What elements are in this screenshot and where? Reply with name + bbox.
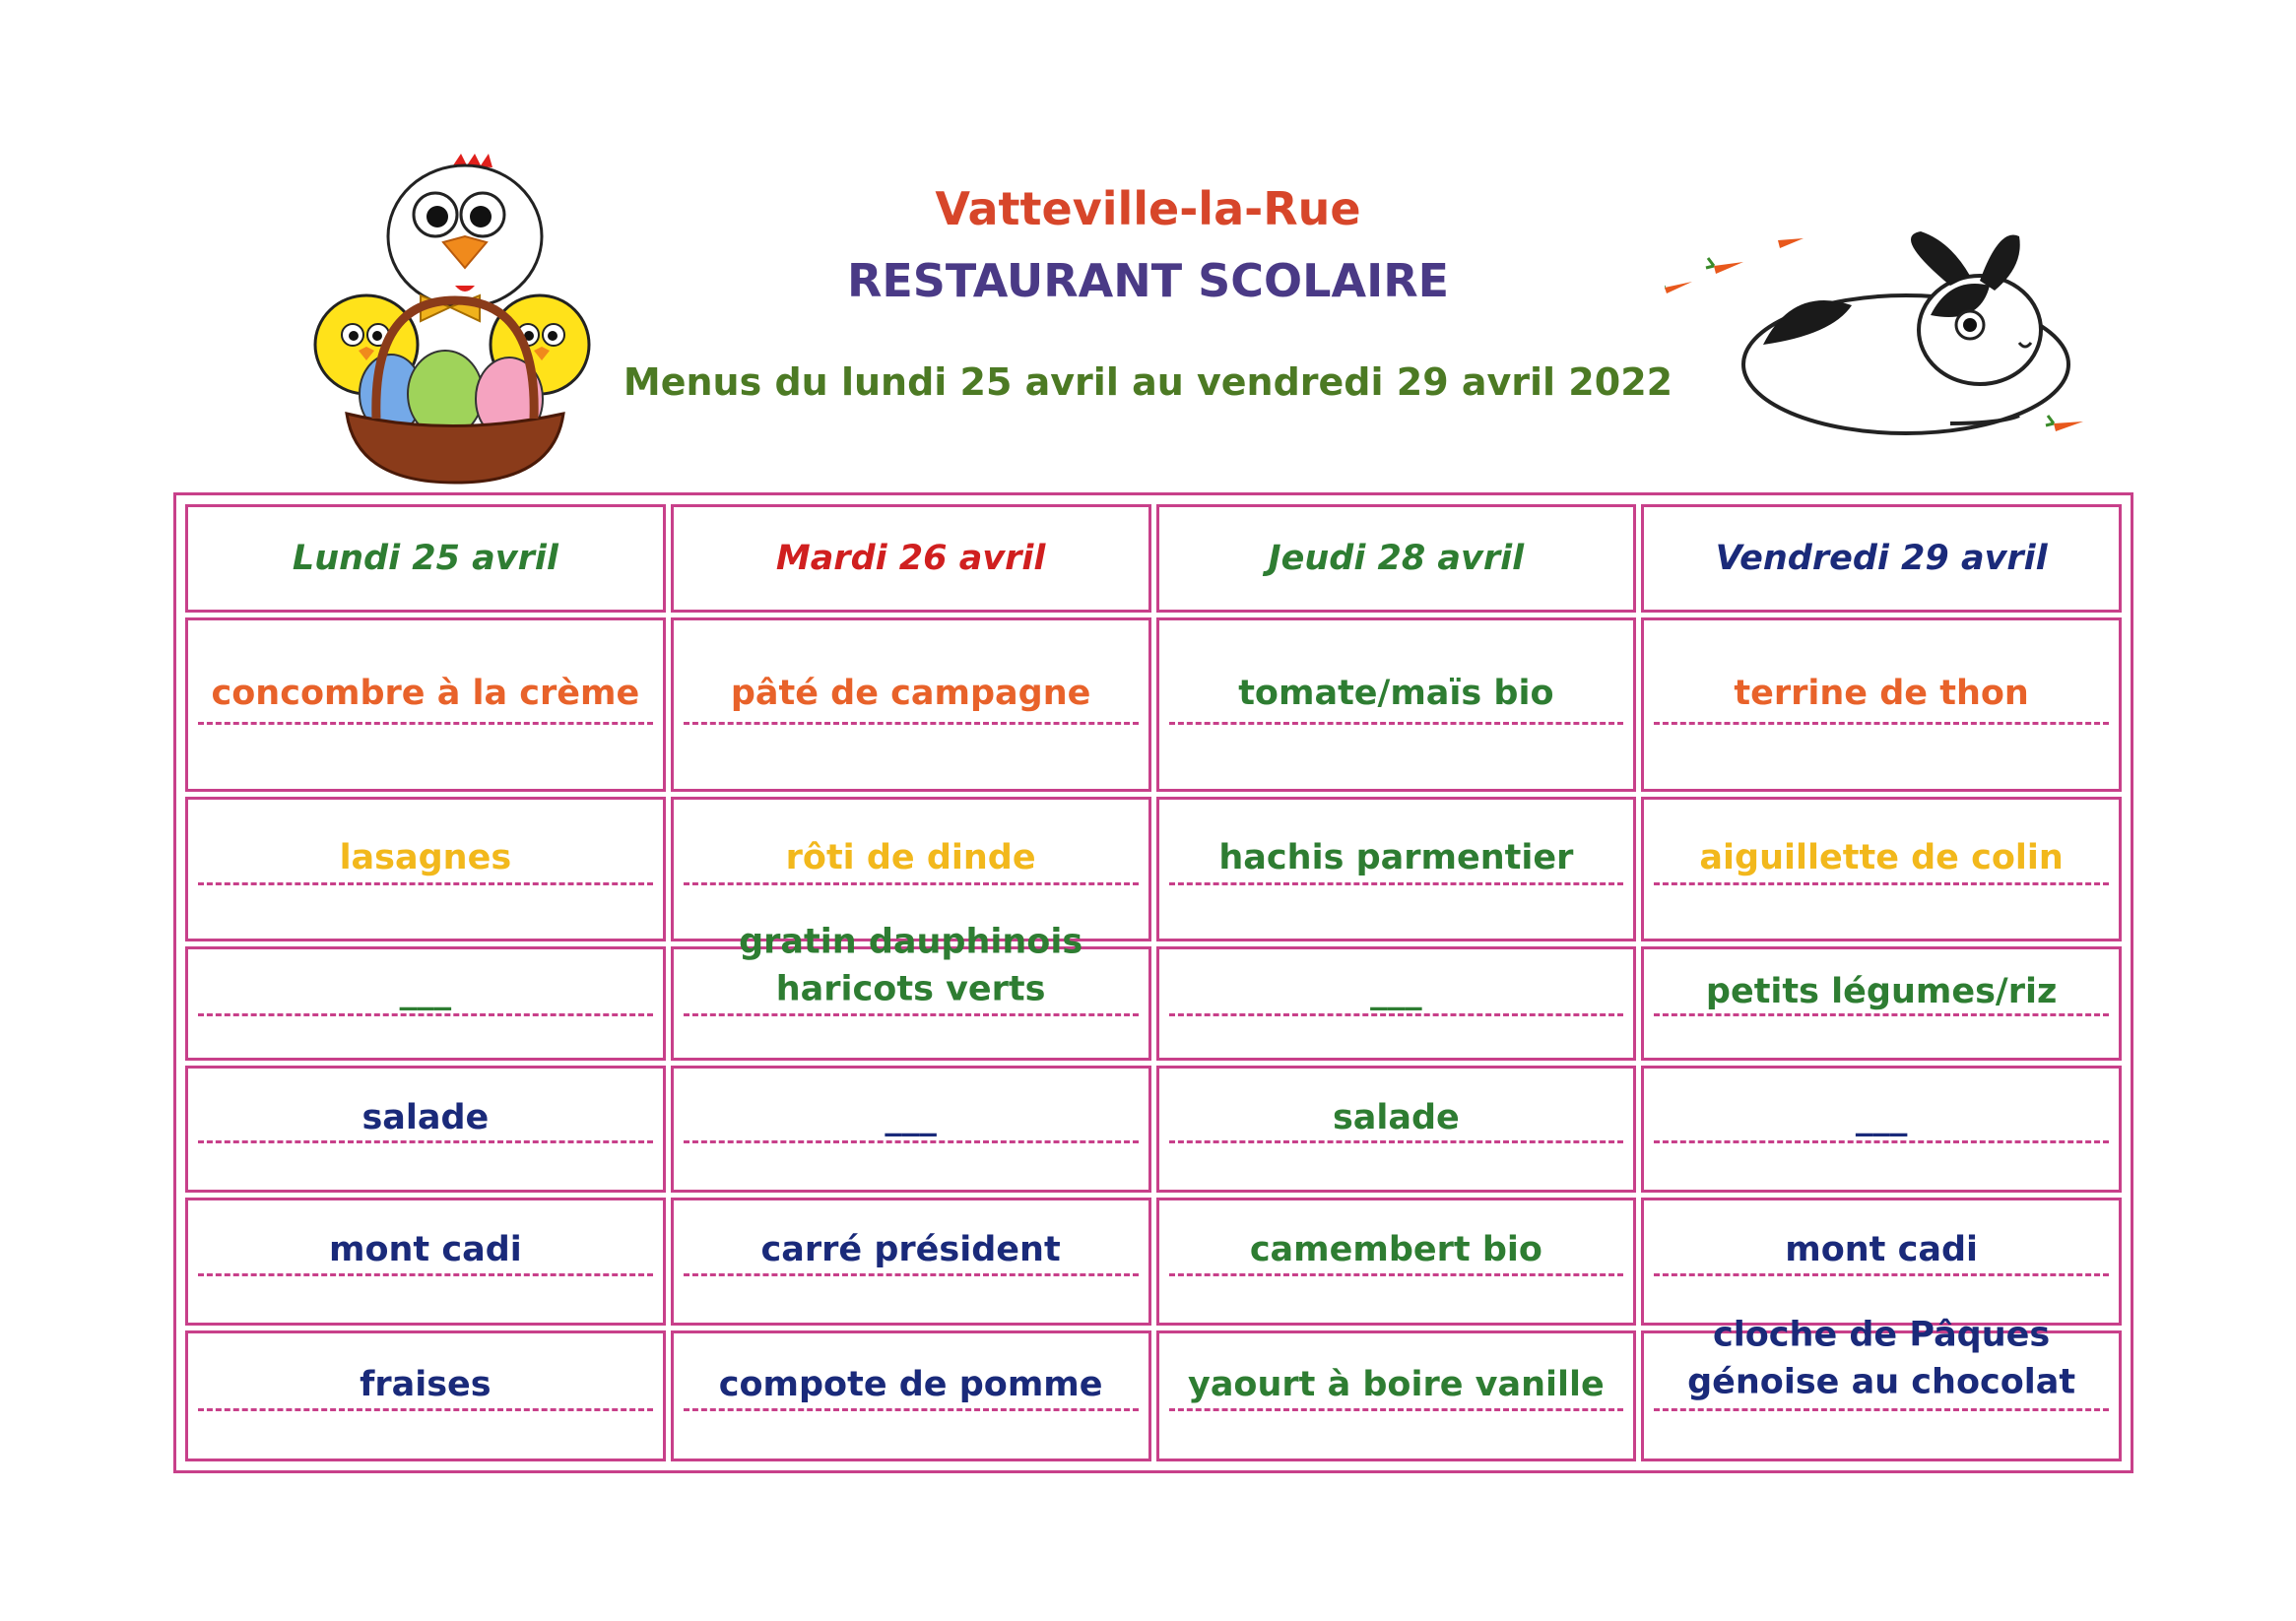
page-title: RESTAURANT SCOLAIRE [846,254,1450,307]
dashed-divider [1654,1013,2109,1016]
dashed-divider [198,722,653,725]
menu-cell [1641,1198,2122,1327]
bunny-carrots-illustration [1665,227,2118,453]
dashed-divider [1169,722,1624,725]
dashed-divider [1654,1140,2109,1143]
dish-line: cloche de Pâques [1713,1315,2051,1355]
menu-cell [1156,1066,1637,1193]
menu-row-fromage [185,1198,2122,1327]
day-label: Lundi 25 avril [292,539,558,579]
dish: yaourt à boire vanille [1188,1364,1605,1404]
dashed-divider [1654,1273,2109,1276]
menu-row-plat [185,797,2122,941]
town-name: Vatteville-la-Rue [935,182,1361,235]
dashed-divider [1654,722,2109,725]
menu-cell [1641,1315,2122,1461]
day-header [1156,504,1637,613]
dish: pâté de campagne [730,673,1091,713]
dashed-divider [684,1273,1139,1276]
dashed-divider [1169,1273,1624,1276]
dish: petits légumes/riz [1705,972,2058,1012]
menu-cell [185,946,666,1061]
day-header [671,504,1151,613]
dish: compote de pomme [718,1364,1103,1404]
dish: concombre à la crème [211,673,640,713]
dish: mont cadi [328,1230,522,1270]
dashed-divider [1169,1013,1624,1016]
menu-cell [1156,617,1637,792]
dish: ___ [1855,1097,1908,1137]
menu-cell [185,1066,666,1193]
menu-cell [1641,617,2122,792]
dashed-divider [1169,1140,1624,1143]
dashed-divider [1169,882,1624,885]
day-header [1641,504,2122,613]
dish: salade [361,1097,490,1137]
day-label: Jeudi 28 avril [1268,539,1525,579]
dashed-divider [684,722,1139,725]
dashed-divider [1169,1408,1624,1411]
dish: salade [1332,1097,1460,1137]
menu-cell [185,1198,666,1327]
dish: lasagnes [339,837,512,877]
dashed-divider [198,882,653,885]
menu-cell [671,922,1151,1061]
menu-cell [1156,1330,1637,1461]
menu-row-dessert [185,1330,2122,1461]
dish: terrine de thon [1734,673,2029,713]
dashed-divider [198,1408,653,1411]
menu-cell [671,1198,1151,1327]
dish: carré président [760,1230,1061,1270]
menu-cell [185,797,666,941]
weekly-menu-table [180,499,2127,1466]
dashed-divider [198,1273,653,1276]
dashed-divider [684,1013,1139,1016]
dish: mont cadi [1785,1230,1978,1270]
menu-cell [1156,946,1637,1061]
menu-cell [1641,1066,2122,1193]
dish: hachis parmentier [1218,837,1574,877]
dish-line: génoise au chocolat [1687,1362,2076,1402]
menu-cell [671,1066,1151,1193]
menu-cell [671,617,1151,792]
dashed-divider [684,1140,1139,1143]
dashed-divider [684,882,1139,885]
dish: aiguillette de colin [1699,837,2064,877]
menu-cell [1641,946,2122,1061]
dish: fraises [360,1364,492,1404]
menu-table-frame [173,492,2133,1473]
menu-date-range: Menus du lundi 25 avril au vendredi 29 avril 2022 [623,360,1673,404]
dashed-divider [684,1408,1139,1411]
menu-row-entree [185,617,2122,792]
days-header-row [185,504,2122,613]
menu-cell [185,1330,666,1461]
dish-line: haricots verts [775,969,1046,1009]
hen-easter-basket-illustration [307,148,593,487]
day-label: Mardi 26 avril [775,539,1046,579]
dish: tomate/maïs bio [1238,673,1554,713]
dish: rôti de dinde [785,837,1036,877]
dish: camembert bio [1249,1230,1542,1270]
menu-row-salade [185,1066,2122,1193]
dashed-divider [198,1013,653,1016]
menu-cell [1156,1198,1637,1327]
dish: ___ [1370,972,1422,1012]
dashed-divider [1654,1408,2109,1411]
menu-cell [1156,797,1637,941]
dish: ___ [399,972,452,1012]
dish [674,919,1148,1013]
day-header [185,504,666,613]
day-label: Vendredi 29 avril [1715,539,2048,579]
menu-cell [185,617,666,792]
menu-row-accompagnement [185,946,2122,1061]
dashed-divider [198,1140,653,1143]
dish [1644,1311,2119,1405]
dish-line: gratin dauphinois [739,922,1083,962]
menu-cell [671,1330,1151,1461]
dish: ___ [885,1097,937,1137]
dashed-divider [1654,882,2109,885]
menu-cell [1641,797,2122,941]
